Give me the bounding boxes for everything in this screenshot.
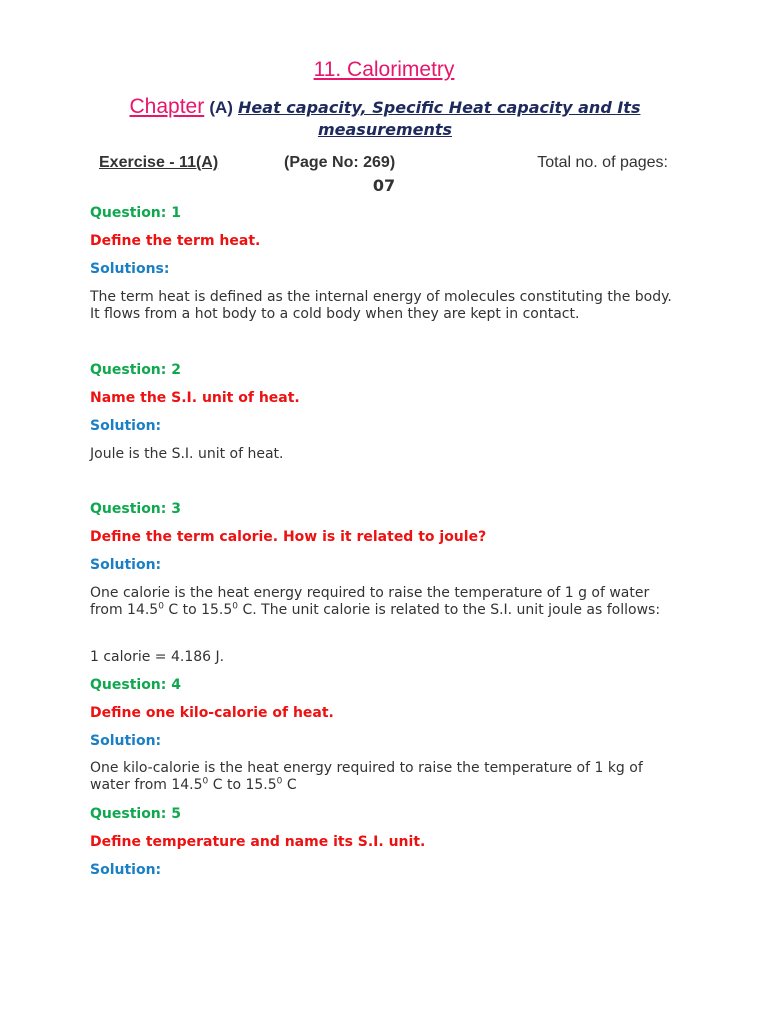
question-1-answer: The term heat is defined as the internal energy of molecules constituting the body. It flows from a hot body to a cold body when they are kept in contact. — [90, 289, 672, 322]
chapter-letter: (A) — [209, 98, 233, 117]
question-3-answer — [90, 585, 680, 619]
total-pages-value: 07 — [372, 176, 396, 195]
question-4-answer — [90, 760, 680, 794]
answer-text: C. The unit calorie is related to the S.I. unit joule as follows: — [238, 602, 661, 618]
question-5-label: Question: 5 — [90, 806, 181, 822]
question-5-text: Define temperature and name its S.I. unit. — [90, 834, 426, 850]
page-title: 11. Calorimetry — [313, 58, 455, 81]
question-2-solution-label: Solution: — [90, 418, 162, 434]
question-2-answer: Joule is the S.I. unit of heat. — [90, 446, 284, 462]
chapter-title: Heat capacity, Specific Heat capacity and Its measurements — [238, 98, 641, 139]
question-3-label: Question: 3 — [90, 501, 181, 517]
question-3-relation: 1 calorie = 4.186 J. — [90, 649, 225, 665]
question-4-text: Define one kilo-calorie of heat. — [90, 705, 334, 721]
exercise-label: Exercise - 11(A) — [99, 154, 219, 171]
question-3-text: Define the term calorie. How is it related to joule? — [90, 529, 487, 545]
question-4-label: Question: 4 — [90, 677, 181, 693]
question-1-text: Define the term heat. — [90, 233, 261, 249]
answer-text: C to 15.5 — [163, 602, 233, 618]
question-2-text: Name the S.I. unit of heat. — [90, 390, 300, 406]
question-1-solution-label: Solutions: — [90, 261, 170, 277]
degree-superscript: 0 — [276, 776, 283, 787]
question-2-label: Question: 2 — [90, 362, 181, 378]
degree-superscript: 0 — [232, 601, 239, 612]
question-5-solution-label: Solution: — [90, 862, 162, 878]
answer-text: C — [282, 777, 297, 793]
answer-text: One kilo-calorie is the heat energy required to raise the temperature of 1 kg of water from 14.5 — [90, 760, 643, 793]
chapter-word: Chapter — [129, 95, 205, 118]
page-number: (Page No: 269) — [284, 154, 396, 171]
question-3-solution-label: Solution: — [90, 557, 162, 573]
question-1-label: Question: 1 — [90, 205, 181, 221]
question-4-solution-label: Solution: — [90, 733, 162, 749]
chapter-heading — [90, 96, 680, 141]
degree-superscript: 0 — [158, 601, 164, 612]
answer-text: C to 15.5 — [208, 777, 277, 793]
answer-text: One calorie is the heat energy required to raise the temperature of 1 g of water from 14.5 — [90, 585, 650, 618]
total-pages-label: Total no. of pages: — [537, 154, 668, 171]
degree-superscript: 0 — [202, 776, 209, 787]
